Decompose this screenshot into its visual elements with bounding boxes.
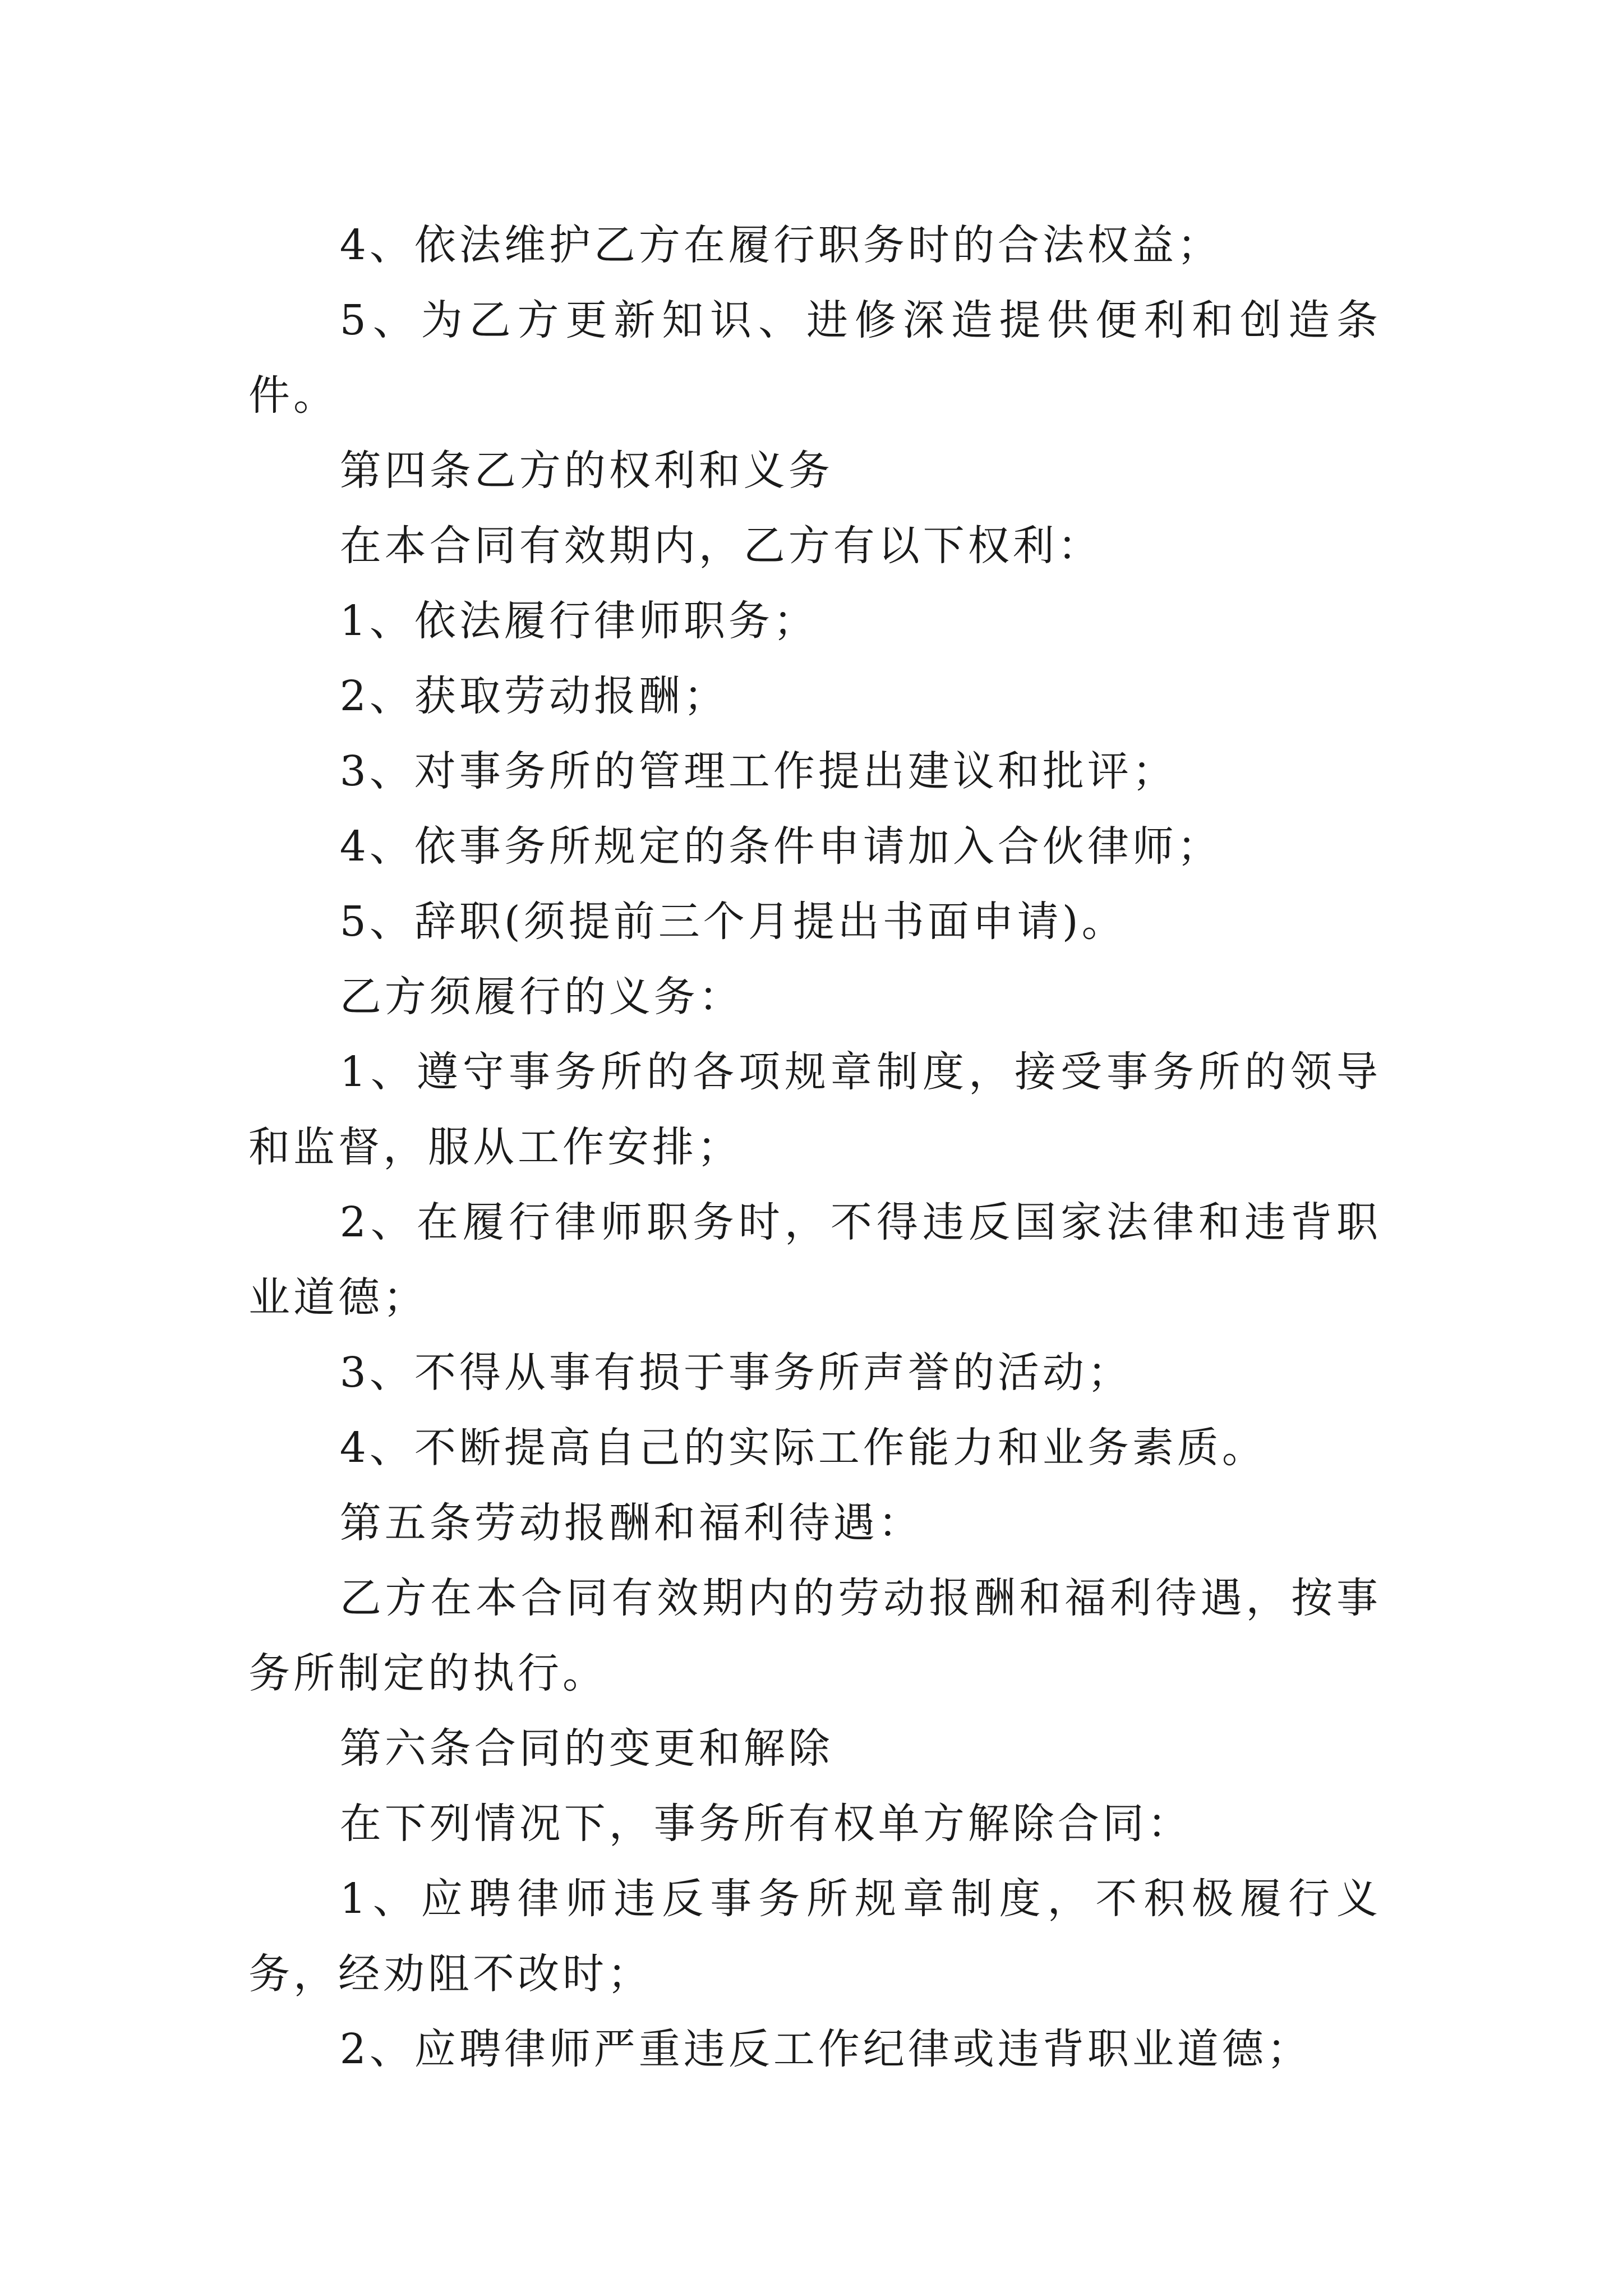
section-heading: 第五条劳动报酬和福利待遇： [339,1499,923,1547]
paragraph: 5、为乙方更新知识、进修深造提供便利和创造条件。 [248,296,1381,420]
section-heading: 第六条合同的变更和解除 [339,1724,833,1773]
list-item: 2、应聘律师严重违反工作纪律或违背职业道德； [339,2025,1312,2073]
list-item: 3、不得从事有损于事务所声誉的活动； [339,1349,1132,1397]
paragraph: 乙方在本合同有效期内的劳动报酬和福利待遇，按事务所制定的执行。 [248,1574,1381,1697]
document-body [248,208,1381,2087]
paragraph: 在本合同有效期内，乙方有以下权利： [339,522,1103,570]
list-item: 1、遵守事务所的各项规章制度，接受事务所的领导和监督，服从工作安排； [248,1048,1381,1171]
list-item: 5、辞职(须提前三个月提出书面申请)。 [339,898,1127,946]
list-item: 4、依事务所规定的条件申请加入合伙律师； [339,822,1222,871]
list-item: 3、对事务所的管理工作提出建议和批评； [339,747,1177,795]
paragraph: 在下列情况下，事务所有权单方解除合同： [339,1800,1192,1848]
list-item: 4、不断提高自己的实际工作能力和业务素质。 [339,1424,1267,1472]
paragraph: 乙方须履行的义务： [339,973,744,1021]
list-item: 2、获取劳动报酬； [339,672,728,720]
list-item: 1、依法履行律师职务； [339,597,818,645]
list-item: 1、应聘律师违反事务所规章制度，不积极履行义务，经劝阻不改时； [248,1875,1381,1998]
paragraph: 4、依法维护乙方在履行职务时的合法权益； [339,221,1222,269]
section-heading: 第四条乙方的权利和义务 [339,447,833,495]
list-item: 2、在履行律师职务时，不得违反国家法律和违背职业道德； [248,1198,1381,1322]
